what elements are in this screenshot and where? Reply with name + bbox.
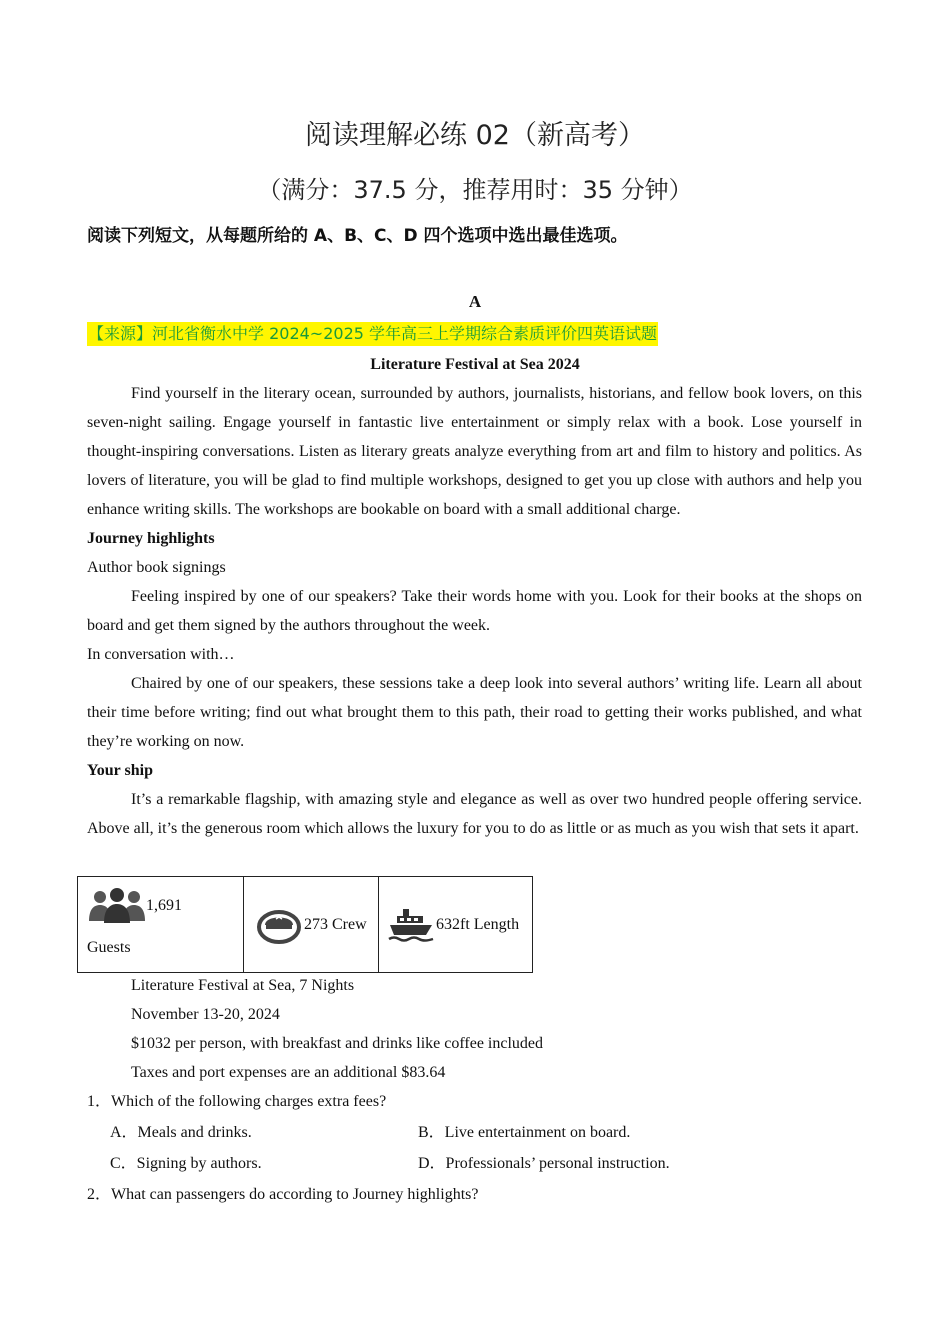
guests-label: Guests: [87, 939, 131, 956]
journey-heading: Journey highlights: [87, 530, 215, 547]
length-cell: [379, 877, 533, 973]
guests-cell: [78, 877, 244, 973]
trip-dates: November 13-20, 2024: [131, 1006, 280, 1023]
crew-cell: [244, 877, 379, 973]
option-b: B．Live entertainment on board.: [418, 1124, 631, 1141]
guests-number: 1,691: [146, 897, 182, 914]
trip-name: Literature Festival at Sea, 7 Nights: [131, 977, 355, 994]
crew-text: 273 Crew: [304, 915, 367, 933]
crew-icon: [256, 905, 302, 945]
option-c: C．Signing by authors.: [110, 1155, 262, 1172]
ship-icon: [388, 905, 434, 945]
ship-stats-table: [77, 876, 533, 973]
passage-letter: A: [468, 292, 482, 311]
page-title: 阅读理解必练 02（新高考）: [305, 120, 645, 151]
trip-price: $1032 per person, with breakfast and drinks like coffee included: [131, 1035, 544, 1052]
length-text: 632ft Length: [436, 915, 520, 933]
signings-heading: Author book signings: [87, 559, 226, 576]
question-number: 1．: [87, 1093, 112, 1110]
intro-paragraph: Find yourself in the literary ocean, surrounded by authors, journalists, historians, and fellow book lovers, on this seven-night sailing. Engage yourself in fantastic live entertainment or simply relax with a book. Lose yourself in thought-inspiring conversations. Listen as literary greats analyze everything from art and film to history and politics. As lovers of literature, you will be glad to find multiple workshops, designed to get you up close with authors and help you enhance writing skills. The workshops are bookable on board with a small additional charge.: [87, 385, 862, 518]
option-a: A．Meals and drinks.: [110, 1124, 252, 1141]
conversation-heading: In conversation with…: [87, 646, 235, 663]
ship-heading: Your ship: [87, 762, 153, 779]
instruction: 阅读下列短文，从每题所给的 A、B、C、D 四个选项中选出最佳选项。: [87, 226, 628, 246]
passage-title: Literature Festival at Sea 2024: [370, 356, 580, 373]
option-d: D．Professionals’ personal instruction.: [418, 1155, 670, 1172]
question-text: Which of the following charges extra fees?: [111, 1093, 387, 1110]
question-2: [87, 1180, 478, 1209]
ship-paragraph: It’s a remarkable flagship, with amazing style and elegance as well as over two hundred people offering service. Above all, it’s the generous room which allows the luxury for you to do as little or as much as you wish that sets it apart.: [87, 791, 862, 837]
people-icon: [88, 887, 146, 925]
question-number: 2．: [87, 1186, 112, 1203]
signings-paragraph: Feeling inspired by one of our speakers? Take their words home with you. Look for their books at the shops on board and get them signed by the authors throughout the week.: [87, 588, 862, 634]
conversation-paragraph: Chaired by one of our speakers, these sessions take a deep look into several authors’ writing life. Learn all about their time before writing; find out what brought them to this path, their road to getting their works published, and what they’re working on now.: [87, 675, 862, 750]
question-1: [87, 1087, 386, 1116]
trip-taxes: Taxes and port expenses are an additional $83.64: [131, 1064, 446, 1081]
source-highlight: 【来源】河北省衡水中学 2024~2025 学年高三上学期综合素质评价四英语试题: [87, 322, 658, 346]
page-subtitle: （满分：37.5 分，推荐用时：35 分钟）: [257, 176, 693, 204]
question-text: What can passengers do according to Journey highlights?: [111, 1186, 479, 1203]
